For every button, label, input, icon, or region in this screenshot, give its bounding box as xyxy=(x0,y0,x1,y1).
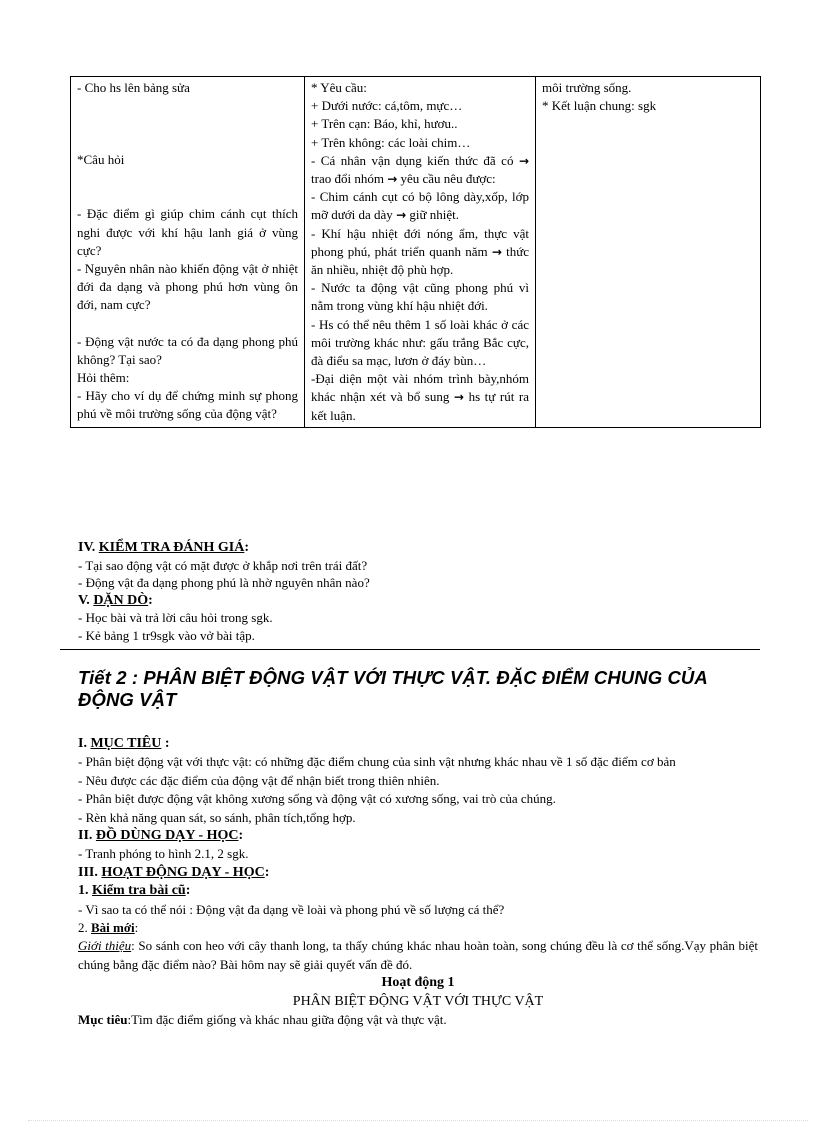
section-heading: II. ĐỒ DÙNG DẠY - HỌC: xyxy=(78,828,244,844)
section-line: - Phân biệt động vật với thực vật: có những đặc điểm chung của sinh vật nhưng khác nhau về 1 số đặc điểm cơ bản xyxy=(78,754,676,770)
table-text: -Đại diện một vài nhóm trình bày,nhóm khác nhận xét và bổ sung → hs tự rút ra kết luận. xyxy=(311,371,530,423)
table-text: - Hãy cho ví dụ để chứng minh sự phong phú về môi trường sống của động vật? xyxy=(77,388,298,422)
student-column xyxy=(305,77,536,428)
table-text: * Yêu cầu: xyxy=(311,80,367,95)
section-line: - Nêu được các đặc điểm của động vật để nhận biết trong thiên nhiên. xyxy=(78,772,440,788)
table-text: + Trên không: các loài chim… xyxy=(311,134,471,150)
section-heading: IV. KIỂM TRA ĐÁNH GIÁ: xyxy=(78,540,250,555)
section-heading: V. DẶN DÒ: xyxy=(78,592,153,608)
section-line: - Kẻ bảng 1 tr9sgk vào vở bài tập. xyxy=(78,627,255,643)
table-text: - Nguyên nhân nào khiến động vật ở nhiệt đới đa dạng và phong phú hơn vùng ôn đới, nam cực? xyxy=(77,261,298,313)
page-bottom-border xyxy=(28,1120,808,1121)
table-text: *Câu hỏi xyxy=(77,152,125,168)
arrow-icon: → xyxy=(453,390,464,405)
section-heading: I. MỤC TIÊU : xyxy=(78,736,170,751)
table-row xyxy=(71,77,761,428)
section-line: - Phân biệt được động vật không xương sống và động vật có xương sống, vai trò của chúng. xyxy=(78,791,556,807)
activity-table xyxy=(70,76,761,428)
divider xyxy=(60,649,760,650)
section-line: - Động vật đa dạng phong phú là nhờ nguyên nhân nào? xyxy=(78,575,370,591)
section-line: - Tranh phóng to hình 2.1, 2 sgk. xyxy=(78,846,249,862)
table-text: + Trên cạn: Báo, khỉ, hươu.. xyxy=(311,116,458,132)
table-text: - Đặc điểm gì giúp chim cánh cụt thích nghi được với khí hậu lanh giá ở vùng cực? xyxy=(77,206,298,258)
section-heading: III. HOẠT ĐỘNG DẠY - HỌC: xyxy=(78,864,270,880)
table-text: - Chim cánh cụt có bộ lông dày,xốp, lớp mỡ dưới da dày → giữ nhiệt. xyxy=(311,189,529,223)
arrow-icon: → xyxy=(396,208,407,223)
subsection-heading: 1. Kiểm tra bài cũ: xyxy=(78,883,191,899)
table-text: - Cho hs lên bảng sửa xyxy=(77,80,190,95)
teacher-column xyxy=(71,77,305,428)
table-text: môi trường sống. xyxy=(542,80,632,95)
arrow-icon: → xyxy=(491,244,502,259)
table-text: Hỏi thêm: xyxy=(77,370,130,386)
table-text: - Động vật nước ta có đa dạng phong phú không? Tại sao? xyxy=(77,333,298,367)
table-text: - Cá nhân vận dụng kiến thức đã có → trao đổi nhóm → yêu cầu nêu được: xyxy=(311,152,529,187)
arrow-icon: → xyxy=(518,153,529,168)
content-column xyxy=(536,77,761,428)
goal-line: Mục tiêu:Tìm đặc điểm giống và khác nhau giữa động vật và thực vật. xyxy=(78,1012,447,1028)
subsection-heading: 2. Bài mới: xyxy=(78,920,139,936)
table-text: - Nước ta động vật cũng phong phú vì nằm trong vùng khí hậu nhiệt đới. xyxy=(311,280,529,314)
lesson-title: Tiết 2 : PHÂN BIỆT ĐỘNG VẬT VỚI THỰC VẬT. ĐẶC ĐIỂM CHUNG CỦA ĐỘNG VẬT xyxy=(78,667,708,710)
section-line: - Rèn khả năng quan sát, so sánh, phân tích,tổng hợp. xyxy=(78,809,356,825)
lesson-body xyxy=(78,735,758,1030)
section-line: - Tại sao động vật có mặt được ở khắp nơi trên trái đất? xyxy=(78,557,368,573)
table-text: * Kết luận chung: sgk xyxy=(542,98,657,114)
section-line: - Học bài và trả lời câu hỏi trong sgk. xyxy=(78,610,273,626)
activity-title: Hoạt động 1 xyxy=(381,975,455,991)
table-text: - Khí hậu nhiệt đới nóng ẩm, thực vật phong phú, phát triển quanh năm → thức ăn nhiều, nhiệt độ phù hợp. xyxy=(311,225,530,278)
arrow-icon: → xyxy=(387,172,398,187)
intro-paragraph: Giới thiệu: So sánh con heo với cây thanh long, ta thấy chúng khác nhau hoàn toàn, song chúng đều là cơ thể sống.Vạy phân biệt chúng bằng đặc điểm nào? Bài hôm nay sẽ giải quyết vấn đề đó. xyxy=(78,938,759,972)
table-text: + Dưới nước: cá,tôm, mực… xyxy=(311,98,463,114)
assessment-section xyxy=(78,539,758,645)
section-line: - Vì sao ta có thể nói : Động vật đa dạng về loài và phong phú về số lượng cá thể? xyxy=(78,901,505,917)
activity-subtitle: PHÂN BIỆT ĐỘNG VẬT VỚI THỰC VẬT xyxy=(292,993,544,1009)
table-text: - Hs có thể nêu thêm 1 số loài khác ở các môi trường khác như: gấu trắng Bắc cực, đà điểu sa mạc, lươn ở đáy bùn… xyxy=(311,316,529,369)
